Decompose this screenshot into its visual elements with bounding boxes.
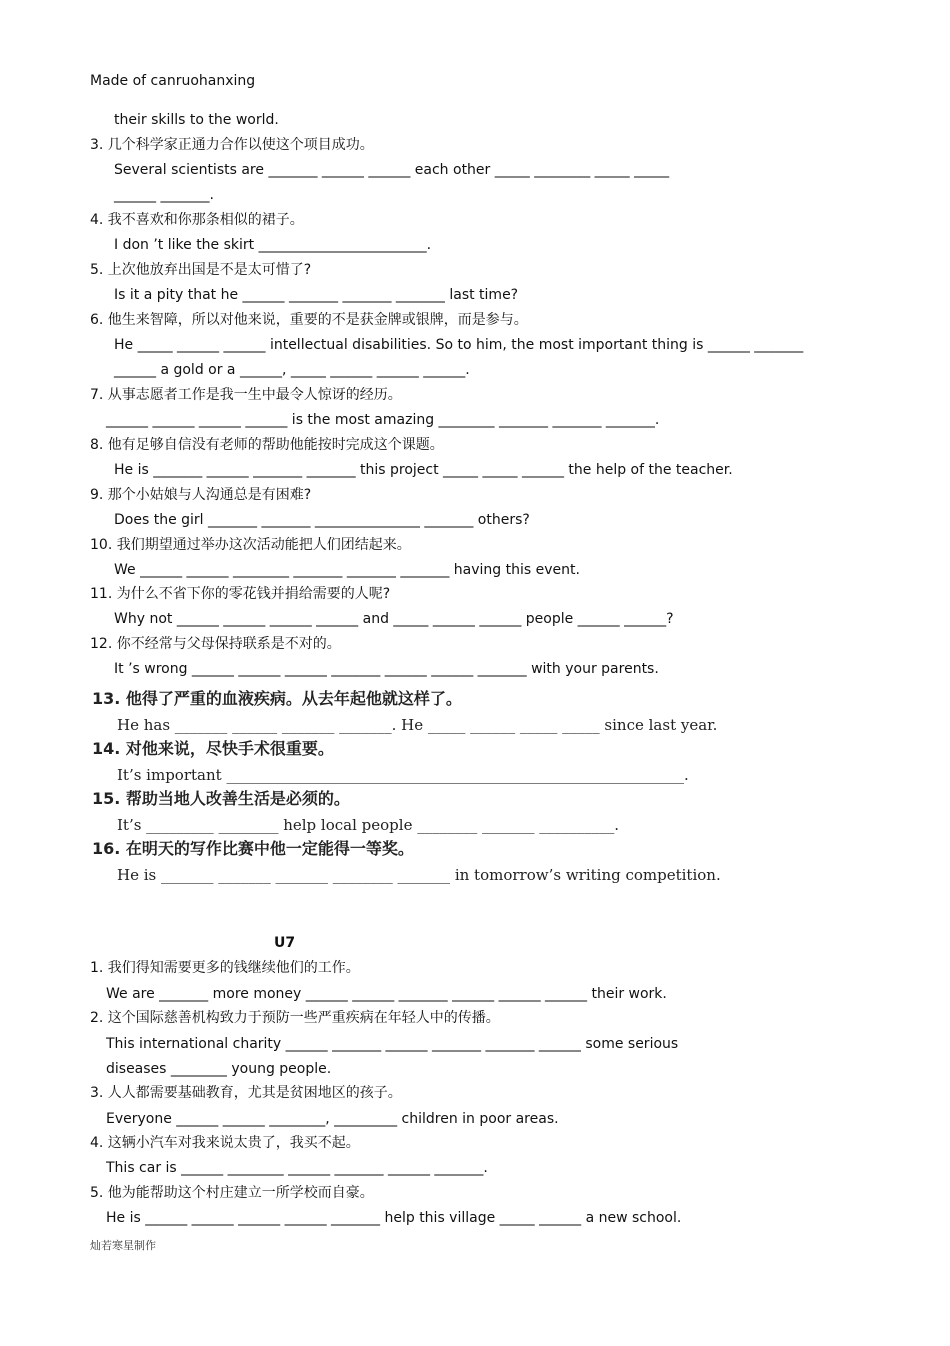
u7-question-5-answer: He is ______ ______ ______ ______ _______ help this village _____ ______ a new school. — [106, 1210, 682, 1226]
question-16-answer: He is _______ _______ _______ ________ _______ in tomorrow’s writing competition. — [117, 866, 721, 884]
question-14-prompt: 14. 对他来说，尽快手术很重要。 — [92, 739, 334, 758]
question-5-prompt: 5. 上次他放弃出国是不是太可惜了? — [90, 262, 312, 278]
question-16-prompt: 16. 在明天的写作比赛中他一定能得一等奖。 — [92, 839, 414, 858]
question-6-prompt: 6. 他生来智障，所以对他来说，重要的不是获金牌或银牌，而是参与。 — [90, 312, 528, 328]
u7-question-2-answer: This international charity ______ _______ ______ _______ _______ ______ some serious — [106, 1036, 679, 1052]
question-6-answer-cont: ______ a gold or a ______, _____ ______ ______ ______. — [114, 362, 470, 378]
question-10-prompt: 10. 我们期望通过举办这次活动能把人们团结起来。 — [90, 537, 411, 553]
question-10-answer: We ______ ______ ________ _______ _______ _______ having this event. — [114, 562, 580, 578]
question-3-answer: Several scientists are _______ ______ ______ each other _____ ________ _____ _____ — [114, 162, 670, 178]
question-15-answer: It’s _________ ________ help local people ________ _______ __________. — [117, 816, 620, 834]
question-15-prompt: 15. 帮助当地人改善生活是必须的。 — [92, 789, 350, 808]
question-4-prompt: 4. 我不喜欢和你那条相似的裙子。 — [90, 212, 304, 228]
question-5-answer: Is it a pity that he ______ _______ _______ _______ last time? — [114, 287, 519, 303]
question-13-prompt: 13. 他得了严重的血液疾病。从去年起他就这样了。 — [92, 689, 462, 708]
question-7-prompt: 7. 从事志愿者工作是我一生中最令人惊讶的经历。 — [90, 387, 402, 403]
u7-question-2-answer-cont: diseases ________ young people. — [106, 1061, 332, 1077]
question-3-answer-cont: ______ _______. — [114, 187, 214, 203]
question-9-answer: Does the girl _______ _______ _______________ _______ others? — [114, 512, 530, 528]
u7-question-2-prompt: 2. 这个国际慈善机构致力于预防一些严重疾病在年轻人中的传播。 — [90, 1010, 500, 1026]
u7-question-3-prompt: 3. 人人都需要基础教育，尤其是贫困地区的孩子。 — [90, 1085, 402, 1101]
question-12-prompt: 12. 你不经常与父母保持联系是不对的。 — [90, 636, 341, 652]
section-heading-u7: U7 — [274, 935, 296, 951]
page-header: Made of canruohanxing — [90, 73, 256, 89]
answer-line: their skills to the world. — [114, 112, 279, 128]
question-8-answer: He is _______ ______ _______ _______ this project _____ _____ ______ the help of the teacher. — [114, 462, 733, 478]
question-11-answer: Why not ______ ______ ______ ______ and _____ ______ ______ people ______ ______? — [114, 611, 674, 627]
question-11-prompt: 11. 为什么不省下你的零花钱并捐给需要的人呢? — [90, 586, 391, 602]
question-3-prompt: 3. 几个科学家正通力合作以使这个项目成功。 — [90, 137, 374, 153]
u7-question-1-prompt: 1. 我们得知需要更多的钱继续他们的工作。 — [90, 960, 360, 976]
question-6-answer: He _____ ______ ______ intellectual disabilities. So to him, the most important thing is ______ _______ — [114, 337, 804, 353]
u7-question-4-answer: This car is ______ ________ ______ _______ ______ _______. — [106, 1160, 488, 1176]
question-9-prompt: 9. 那个小姑娘与人沟通总是有困难? — [90, 487, 312, 503]
question-12-answer: It ’s wrong ______ ______ ______ _______ ______ ______ _______ with your parents. — [114, 661, 659, 677]
question-14-answer: It’s important _____________________________________________________________. — [117, 766, 689, 784]
u7-question-3-answer: Everyone ______ ______ ________, _________ children in poor areas. — [106, 1111, 559, 1127]
u7-question-4-prompt: 4. 这辆小汽车对我来说太贵了，我买不起。 — [90, 1135, 360, 1151]
question-13-answer: He has _______ ______ _______ _______. He _____ ______ _____ _____ since last year. — [117, 716, 718, 734]
question-8-prompt: 8. 他有足够自信没有老师的帮助他能按时完成这个课题。 — [90, 437, 444, 453]
question-4-answer: I don ’t like the skirt ________________________. — [114, 237, 432, 253]
page-footer: 灿若寒星制作 — [90, 1239, 156, 1252]
u7-question-1-answer: We are _______ more money ______ ______ _______ ______ ______ ______ their work. — [106, 986, 667, 1002]
question-7-answer: ______ ______ ______ ______ is the most amazing ________ _______ _______ _______. — [106, 412, 660, 428]
u7-question-5-prompt: 5. 他为能帮助这个村庄建立一所学校而自豪。 — [90, 1185, 374, 1201]
